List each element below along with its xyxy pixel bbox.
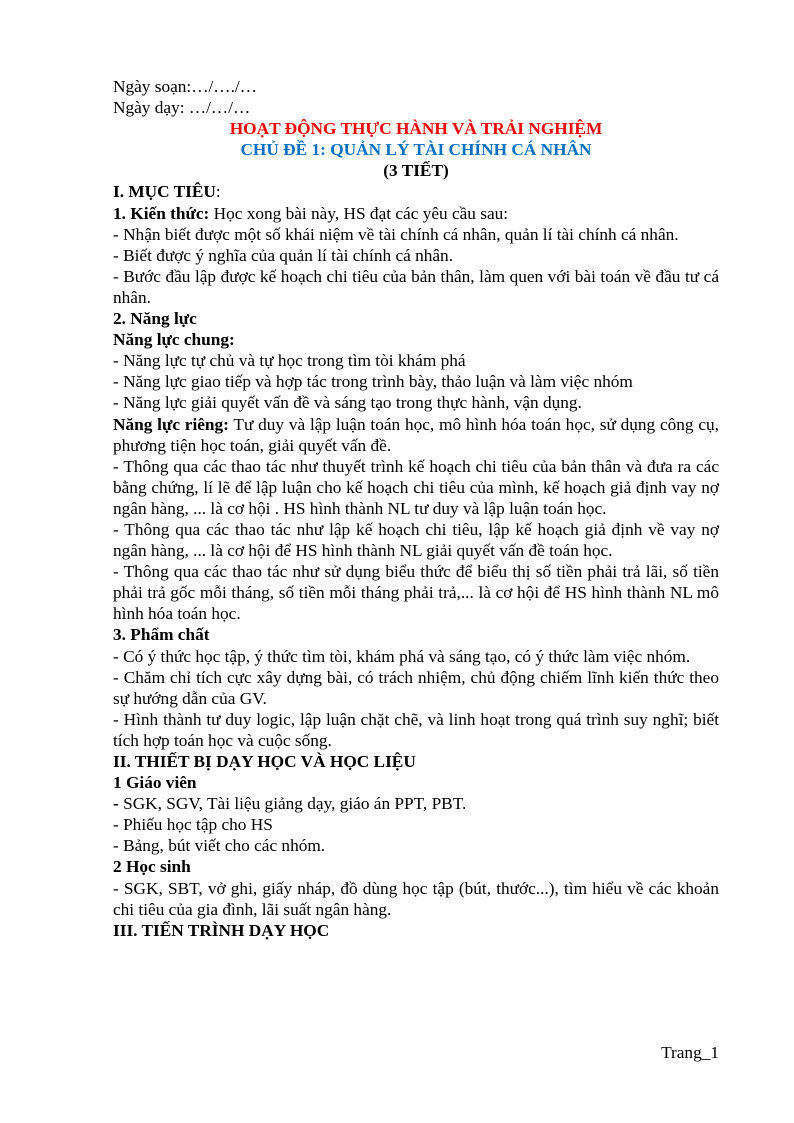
knowledge-label: 1. Kiến thức: xyxy=(113,203,210,223)
teacher-heading: 1 Giáo viên xyxy=(113,773,197,793)
list-item: - Phiếu học tập cho HS xyxy=(113,815,273,835)
competence-heading: 2. Năng lực xyxy=(113,309,197,329)
list-item: - Nhận biết được một số khái niệm về tài chính cá nhân, quản lí tài chính cá nhân. xyxy=(113,224,679,244)
student-heading: 2 Học sinh xyxy=(113,857,191,877)
list-item: - Năng lực giải quyết vấn đề và sáng tạo trong thực hành, vận dụng. xyxy=(113,393,582,413)
section-2-heading: II. THIẾT BỊ DẠY HỌC VÀ HỌC LIỆU xyxy=(113,752,416,771)
list-item: - SGK, SGV, Tài liệu giảng dạy, giáo án PPT, PBT. xyxy=(113,794,467,814)
list-item: - Biết được ý nghĩa của quản lí tài chính cá nhân. xyxy=(113,245,454,265)
document-title: HOẠT ĐỘNG THỰC HÀNH VÀ TRẢI NGHIỆM xyxy=(229,119,603,139)
specific-competence-label: Năng lực riêng: xyxy=(113,414,229,434)
date-prepared: Ngày soạn:…/…./… xyxy=(113,77,257,96)
date-taught: Ngày dạy: …/…/… xyxy=(113,98,251,118)
document-page xyxy=(113,76,719,941)
list-item: - Bước đầu lập được kế hoạch chi tiêu của bản thân, làm quen với bài toán về đầu tư cá nhân. xyxy=(113,266,719,307)
list-item: - Chăm chỉ tích cực xây dựng bài, có trách nhiệm, chủ động chiếm lĩnh kiến thức theo sự hướng dẫn của GV. xyxy=(113,667,719,708)
section-1-heading: I. MỤC TIÊU: xyxy=(113,182,221,202)
list-item: - Bảng, bút viết cho các nhóm. xyxy=(113,836,326,856)
list-item: - Năng lực giao tiếp và hợp tác trong trình bày, thảo luận và làm việc nhóm xyxy=(113,372,633,392)
periods-label: (3 TIẾT) xyxy=(383,161,449,181)
list-item: - Thông qua các thao tác như thuyết trình kế hoạch chi tiêu của bản thân và đưa ra các bằng chứng, lí lẽ để lập luận cho kế hoạch chi tiêu của mình, kế hoạch giả định vay nợ ngân hàng, ... là cơ hội . HS hình thành NL tư duy và lập luận toán học. xyxy=(113,456,719,518)
qualities-heading: 3. Phẩm chất xyxy=(113,625,210,645)
list-item: - SGK, SBT, vở ghi, giấy nháp, đồ dùng học tập (bút, thước...), tìm hiểu về các khoản chi tiêu của gia đình, lãi suất ngân hàng. xyxy=(113,878,719,919)
knowledge-paragraph: 1. Kiến thức: Học xong bài này, HS đạt các yêu cầu sau: xyxy=(113,203,509,223)
specific-competence-paragraph: Năng lực riêng: Tư duy và lập luận toán học, mô hình hóa toán học, sử dụng công cụ, phương tiện học toán, giải quyết vấn đề. xyxy=(113,414,719,455)
list-item: - Có ý thức học tập, ý thức tìm tòi, khám phá và sáng tạo, có ý thức làm việc nhóm. xyxy=(113,646,691,666)
general-competence-label: Năng lực chung: xyxy=(113,330,235,350)
page-number: Trang_1 xyxy=(661,1043,719,1062)
list-item: - Thông qua các thao tác như sử dụng biểu thức để biểu thị số tiền phải trả lãi, số tiền phải trả gốc mỗi tháng, số tiền mỗi tháng phải trả,... là cơ hội để HS hình thành NL mô hình hóa toán học. xyxy=(113,562,719,624)
list-item: - Thông qua các thao tác như lập kế hoạch chi tiêu, lập kế hoạch giả định về vay nợ ngân hàng, ... là cơ hội để HS hình thành NL giải quyết vấn đề toán học. xyxy=(113,519,719,561)
topic-title: CHỦ ĐỀ 1: QUẢN LÝ TÀI CHÍNH CÁ NHÂN xyxy=(240,140,592,160)
list-item: - Năng lực tự chủ và tự học trong tìm tòi khám phá xyxy=(113,351,466,371)
section-3-heading: III. TIẾN TRÌNH DẠY HỌC xyxy=(113,920,330,940)
list-item: - Hình thành tư duy logic, lập luận chặt chẽ, và linh hoạt trong quá trình suy nghĩ; biết tích hợp toán học và cuộc sống. xyxy=(113,709,719,750)
